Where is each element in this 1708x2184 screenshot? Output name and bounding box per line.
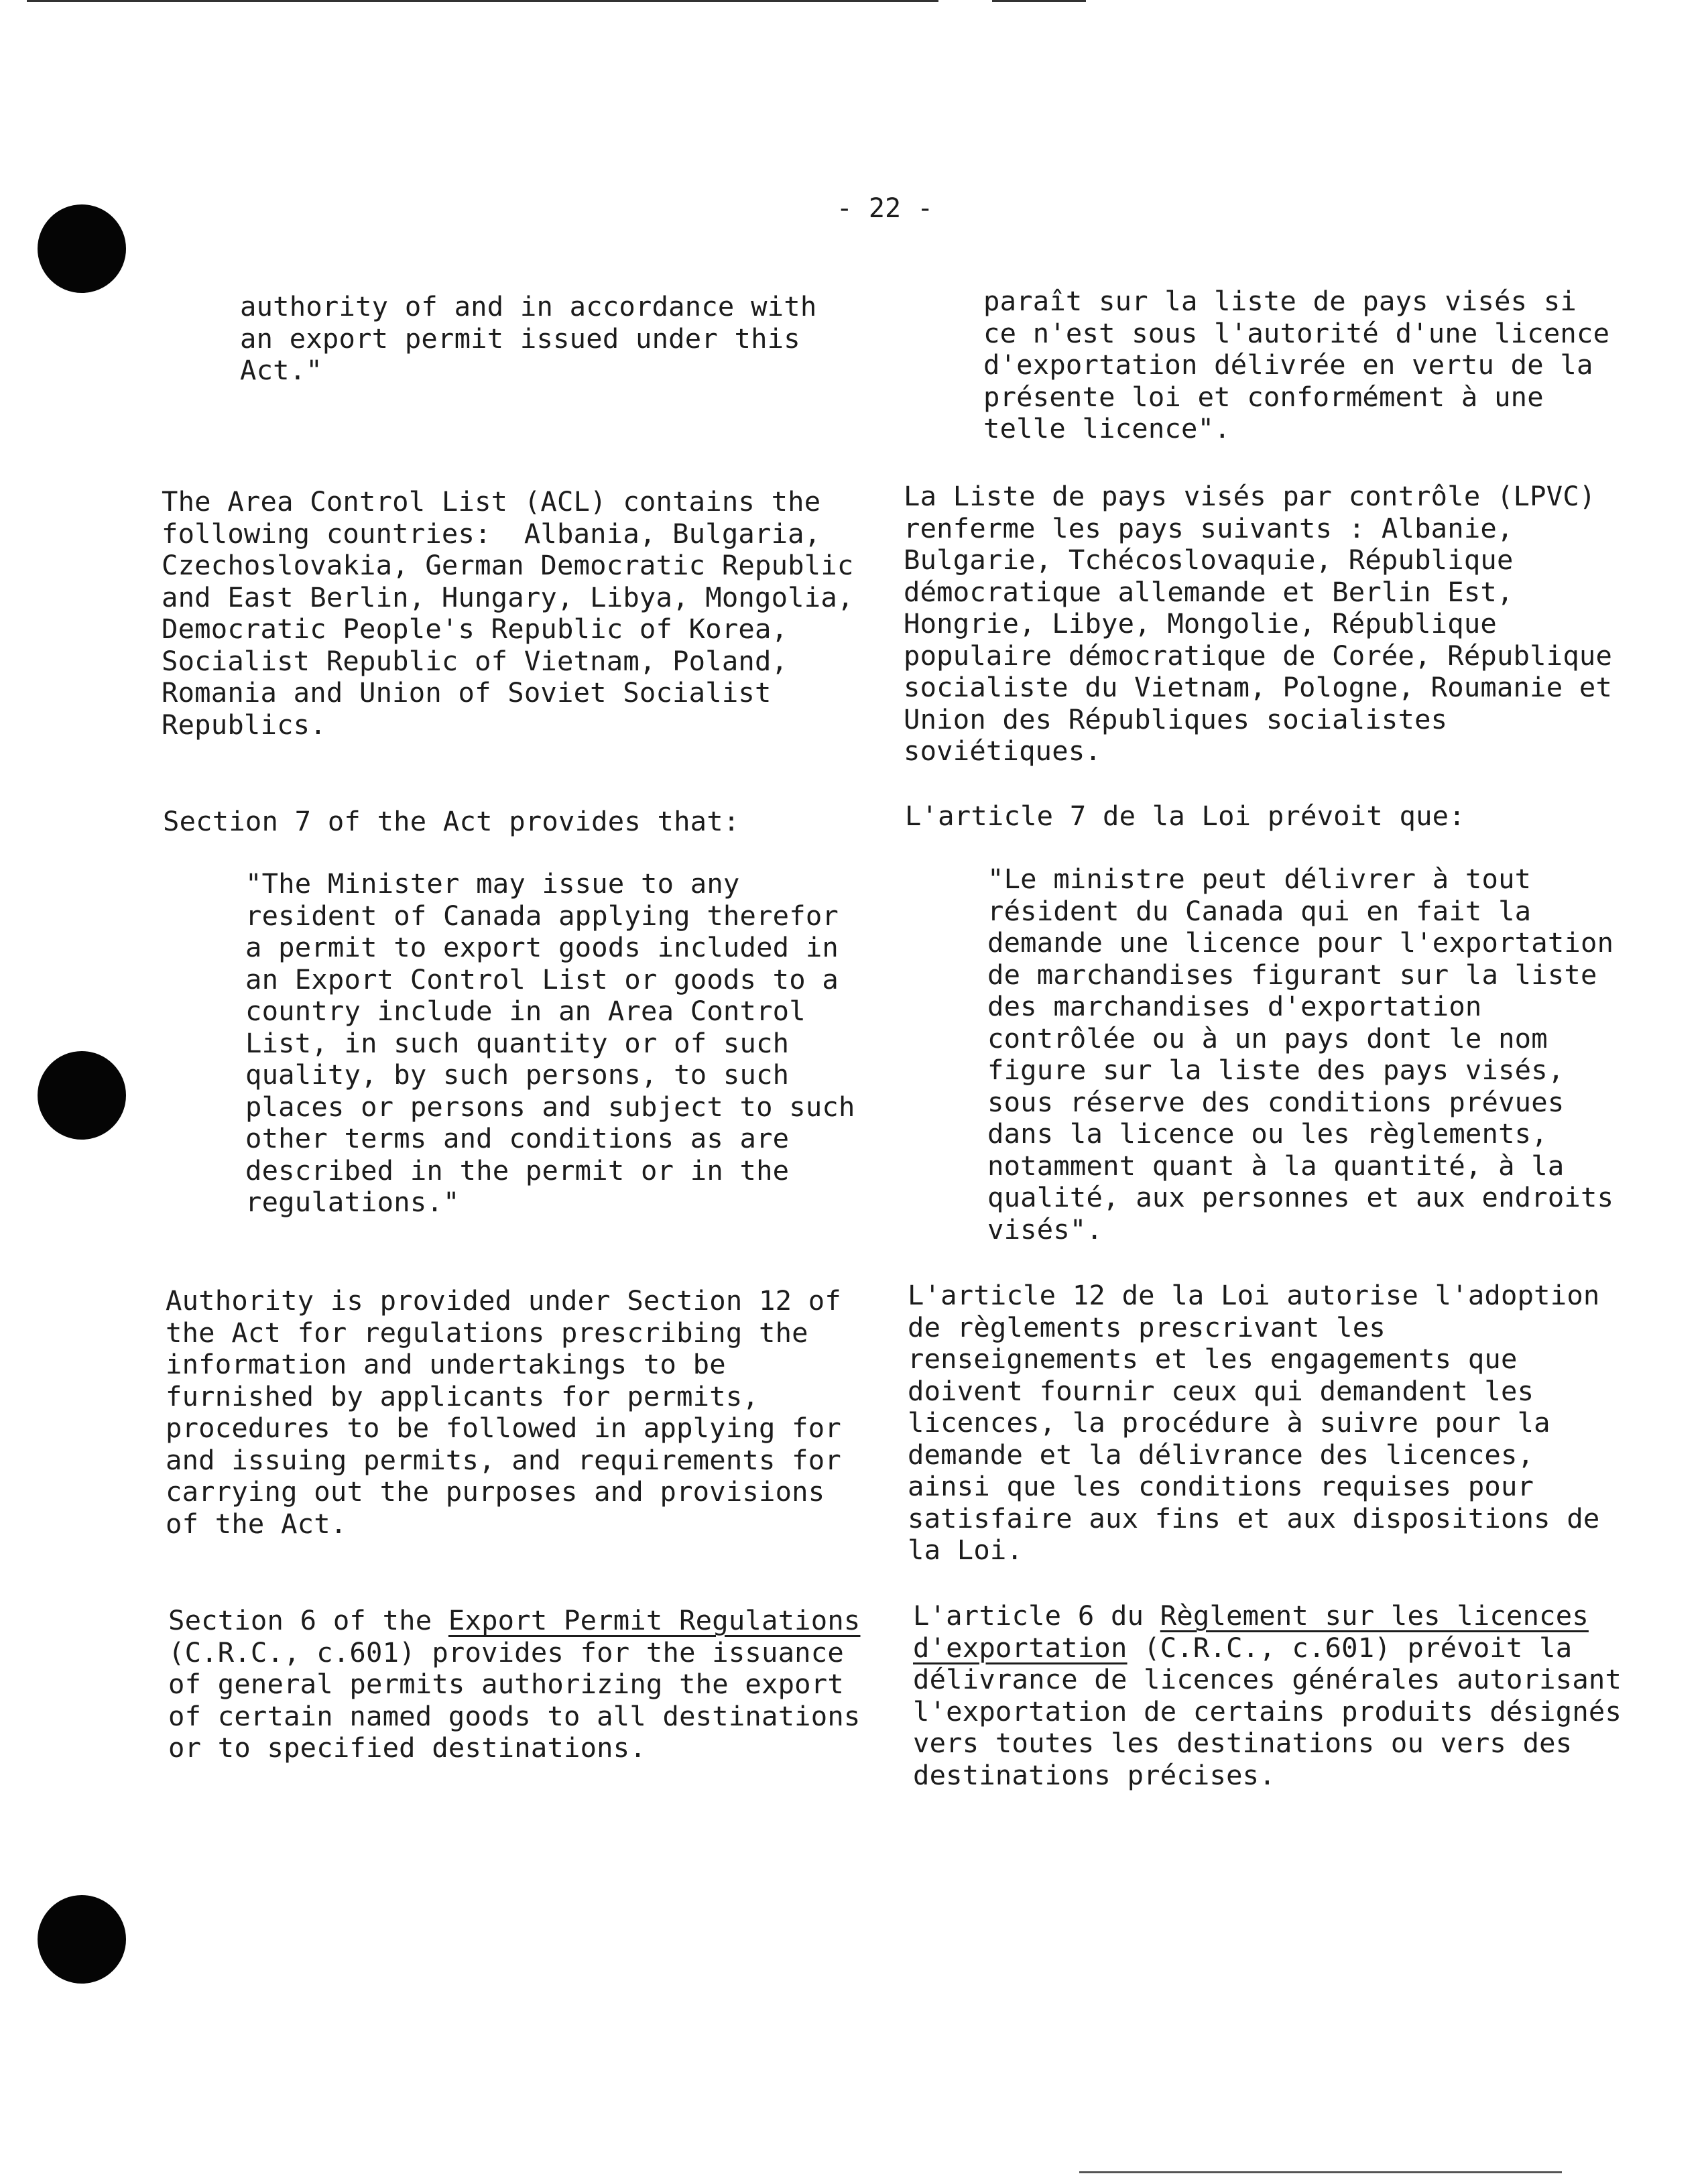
binder-hole-bottom: [38, 1895, 126, 1984]
bottom-edge-rule: [1079, 2171, 1562, 2173]
fr-article-6-body: (C.R.C., c.601) prévoit la délivrance de licences générales autorisant l'exportation de certains produits désignés vers toutes les destinations ou vers des destinations précises.: [913, 1631, 1622, 1791]
reglement-licences-title-line1: Règlement sur les licences: [1160, 1599, 1589, 1632]
en-section-7-intro: Section 7 of the Act provides that:: [163, 805, 740, 837]
en-section-7-quote: "The Minister may issue to any resident of Canada applying therefor a permit to export goods included in an Export Control List or goods to a country include in an Area Control List, in such quantity or of such quality, by such persons, to such places or persons and subject to such other terms and conditions as are described in the permit or in the regulations.": [245, 867, 855, 1218]
en-section-6: [168, 1605, 861, 1764]
en-section-6-body: (C.R.C., c.601) provides for the issuance of general permits authorizing the export of certain named goods to all destinations or to specified destinations.: [168, 1636, 861, 1764]
top-edge-rule-short: [992, 0, 1086, 2]
export-permit-regulations-title: Export Permit Regulations: [448, 1604, 861, 1636]
reglement-licences-title-line2: d'exportation: [913, 1631, 1127, 1664]
fr-article-12: L'article 12 de la Loi autorise l'adoption de règlements prescrivant les renseignements et les engagements que doivent fournir ceux qui demandent les licences, la procédure à suivre pour la demande et la délivrance des licences, ainsi que les conditions requises pour satisfaire aux fins et aux dispositions de la Loi.: [908, 1279, 1600, 1566]
fr-article-6: [913, 1600, 1622, 1791]
en-section-6-prefix: Section 6 of the: [168, 1604, 448, 1636]
page-number: - 22 -: [836, 193, 934, 224]
en-quote-end: authority of and in accordance with an export permit issued under this Act.": [240, 290, 817, 386]
fr-quote-end: paraît sur la liste de pays visés si ce n'est sous l'autorité d'une licence d'exportation délivrée en vertu de la présente loi et conformément à une telle licence".: [983, 285, 1610, 444]
en-area-control-list: The Area Control List (ACL) contains the following countries: Albania, Bulgaria, Czechoslovakia, German Democratic Republic and East Berlin, Hungary, Libya, Mongolia, Democratic People's Republic of Korea, Socialist Republic of Vietnam, Poland, Romania and Union of Soviet Socialist Republics.: [162, 485, 854, 741]
binder-hole-middle: [38, 1051, 126, 1140]
fr-article-6-prefix: L'article 6 du: [913, 1599, 1160, 1632]
en-section-12: Authority is provided under Section 12 of the Act for regulations prescribing the information and undertakings to be furnished by applicants for permits, procedures to be followed in applying for and issuing permits, and requirements for carrying out the purposes and provisions of the Act.: [166, 1284, 841, 1540]
top-edge-rule: [27, 0, 938, 2]
binder-hole-top: [38, 204, 126, 293]
fr-article-7-quote: "Le ministre peut délivrer à tout résident du Canada qui en fait la demande une licence pour l'exportation de marchandises figurant sur la liste des marchandises d'exportation contrôlée ou à un pays dont le nom figure sur la liste des pays visés, sous réserve des conditions prévues dans la licence ou les règlements, notamment quant à la quantité, à la qualité, aux personnes et aux endroits visés".: [987, 863, 1614, 1246]
fr-article-7-intro: L'article 7 de la Loi prévoit que:: [905, 800, 1465, 832]
fr-liste-pays-vises: La Liste de pays visés par contrôle (LPVC) renferme les pays suivants : Albanie, Bulgarie, Tchécoslovaquie, République démocratique allemande et Berlin Est, Hongrie, Libye, Mongolie, République populaire démocratique de Corée, République socialiste du Vietnam, Pologne, Roumanie et Union des Républiques socialistes soviétiques.: [904, 480, 1613, 767]
